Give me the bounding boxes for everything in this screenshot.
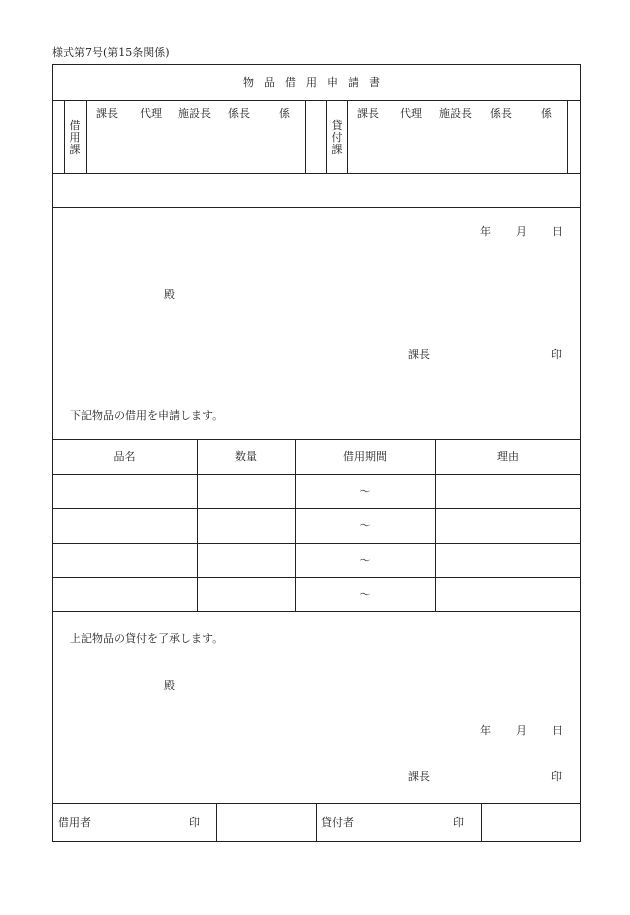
borrow-role-staff: 係 [279,107,290,120]
lend-role-staff: 係 [541,107,552,120]
lender-label: 貸付者 [321,816,354,829]
approval-addressee-suffix: 殿 [164,679,175,692]
form-number: 様式第7号(第15条関係) [52,46,170,59]
request-year-label: 年 [480,225,491,238]
request-chief-label: 課長 [408,348,430,361]
borrow-role-chief: 課長 [96,107,118,120]
borrower-seal-label: 印 [189,816,200,829]
header-item-name: 品名 [113,450,136,463]
header-period: 借用期間 [343,450,387,463]
request-day-label: 日 [552,225,563,238]
approval-chief-label: 課長 [408,770,430,783]
row-4-period-separator: 〜 [359,588,371,601]
borrow-role-subchief: 係長 [228,107,250,120]
approval-day-label: 日 [552,724,563,737]
lend-role-subchief: 係長 [490,107,512,120]
row-3-period-separator: 〜 [359,554,371,567]
approval-year-label: 年 [480,724,491,737]
lender-seal-label: 印 [453,816,464,829]
request-month-label: 月 [516,225,527,238]
borrow-role-facility-head: 施設長 [178,107,211,120]
approval-statement: 上記物品の貸付を了承します。 [70,632,224,645]
lend-role-deputy: 代理 [400,107,422,120]
borrow-role-deputy: 代理 [140,107,162,120]
lend-role-facility-head: 施設長 [439,107,472,120]
approval-month-label: 月 [516,724,527,737]
approval-seal-label: 印 [551,770,562,783]
lend-dept-label: 貸付課 [331,119,343,156]
row-2-period-separator: 〜 [359,519,371,532]
borrower-label: 借用者 [58,816,91,829]
row-1-period-separator: 〜 [359,485,371,498]
borrow-dept-label: 借用課 [69,119,81,156]
header-reason: 理由 [497,450,519,463]
request-addressee-suffix: 殿 [164,288,175,301]
form-title: 物品借用申請書 [243,76,390,89]
request-statement: 下記物品の借用を申請します。 [70,409,224,422]
request-seal-label: 印 [551,348,562,361]
lend-role-chief: 課長 [357,107,379,120]
header-quantity: 数量 [235,450,257,463]
